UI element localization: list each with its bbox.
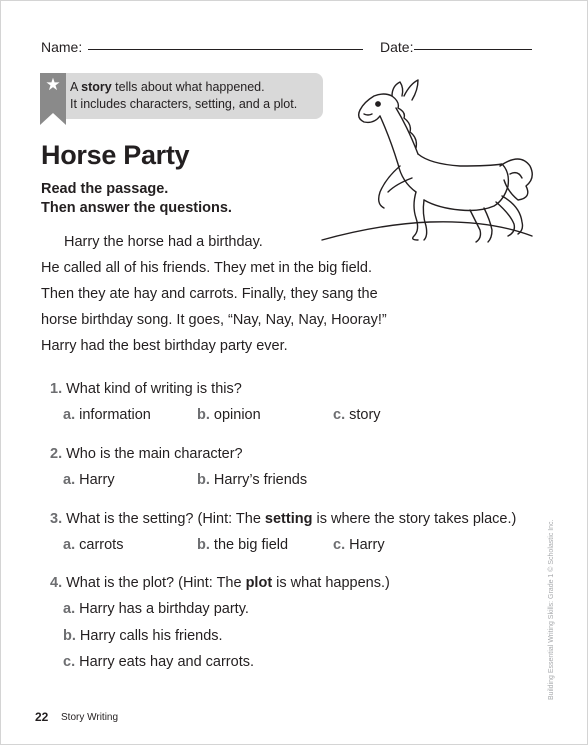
page-number: 22 [35,710,49,724]
name-label: Name: [41,39,83,55]
q1-option-a[interactable]: a. information [63,407,151,423]
q1-option-c[interactable]: c. story [333,407,381,423]
passage-line: He called all of his friends. They met in the big field. [41,260,372,276]
horse-illustration [320,74,535,254]
callout-text: A story tells about what happened. It includes characters, setting, and a plot. [70,80,298,111]
date-label: Date: [380,39,414,55]
passage-line: Then they ate hay and carrots. Finally, they sang the [41,286,378,302]
page-title: Horse Party [41,140,190,170]
q3-option-c[interactable]: c. Harry [333,537,385,553]
name-line[interactable] [88,49,363,50]
q4-option-c[interactable]: c. Harry eats hay and carrots. [63,654,255,670]
q2-option-a[interactable]: a. Harry [63,472,115,488]
question-3: 3. What is the setting? (Hint: The setting is where the story takes place.) [50,511,517,527]
q3-option-a[interactable]: a. carrots [63,537,124,553]
q2-option-b[interactable]: b. Harry’s friends [197,472,308,488]
passage-line: Harry the horse had a birthday. [64,234,263,250]
q4-option-b[interactable]: b. Harry calls his friends. [63,628,223,644]
star-icon: ★ [45,75,61,94]
ribbon-notch [40,113,66,125]
passage-line: horse birthday song. It goes, “Nay, Nay, Nay, Hooray!” [41,312,387,328]
question-4: 4. What is the plot? (Hint: The plot is what happens.) [50,575,390,591]
date-line[interactable] [414,49,532,50]
section-title: Story Writing [61,712,119,723]
instructions: Read the passage. Then answer the questions. [41,181,232,216]
q1-option-b[interactable]: b. opinion [197,407,261,423]
callout-keyword: story [81,80,112,94]
question-1: 1. What kind of writing is this? [50,381,242,397]
passage-line: Harry had the best birthday party ever. [41,338,288,354]
q3-option-b[interactable]: b. the big field [197,537,289,553]
q4-option-a[interactable]: a. Harry has a birthday party. [63,601,249,617]
copyright-note: Building Essential Writing Skills: Grade 1 © Scholastic Inc. [548,519,555,700]
question-2: 2. Who is the main character? [50,446,243,462]
